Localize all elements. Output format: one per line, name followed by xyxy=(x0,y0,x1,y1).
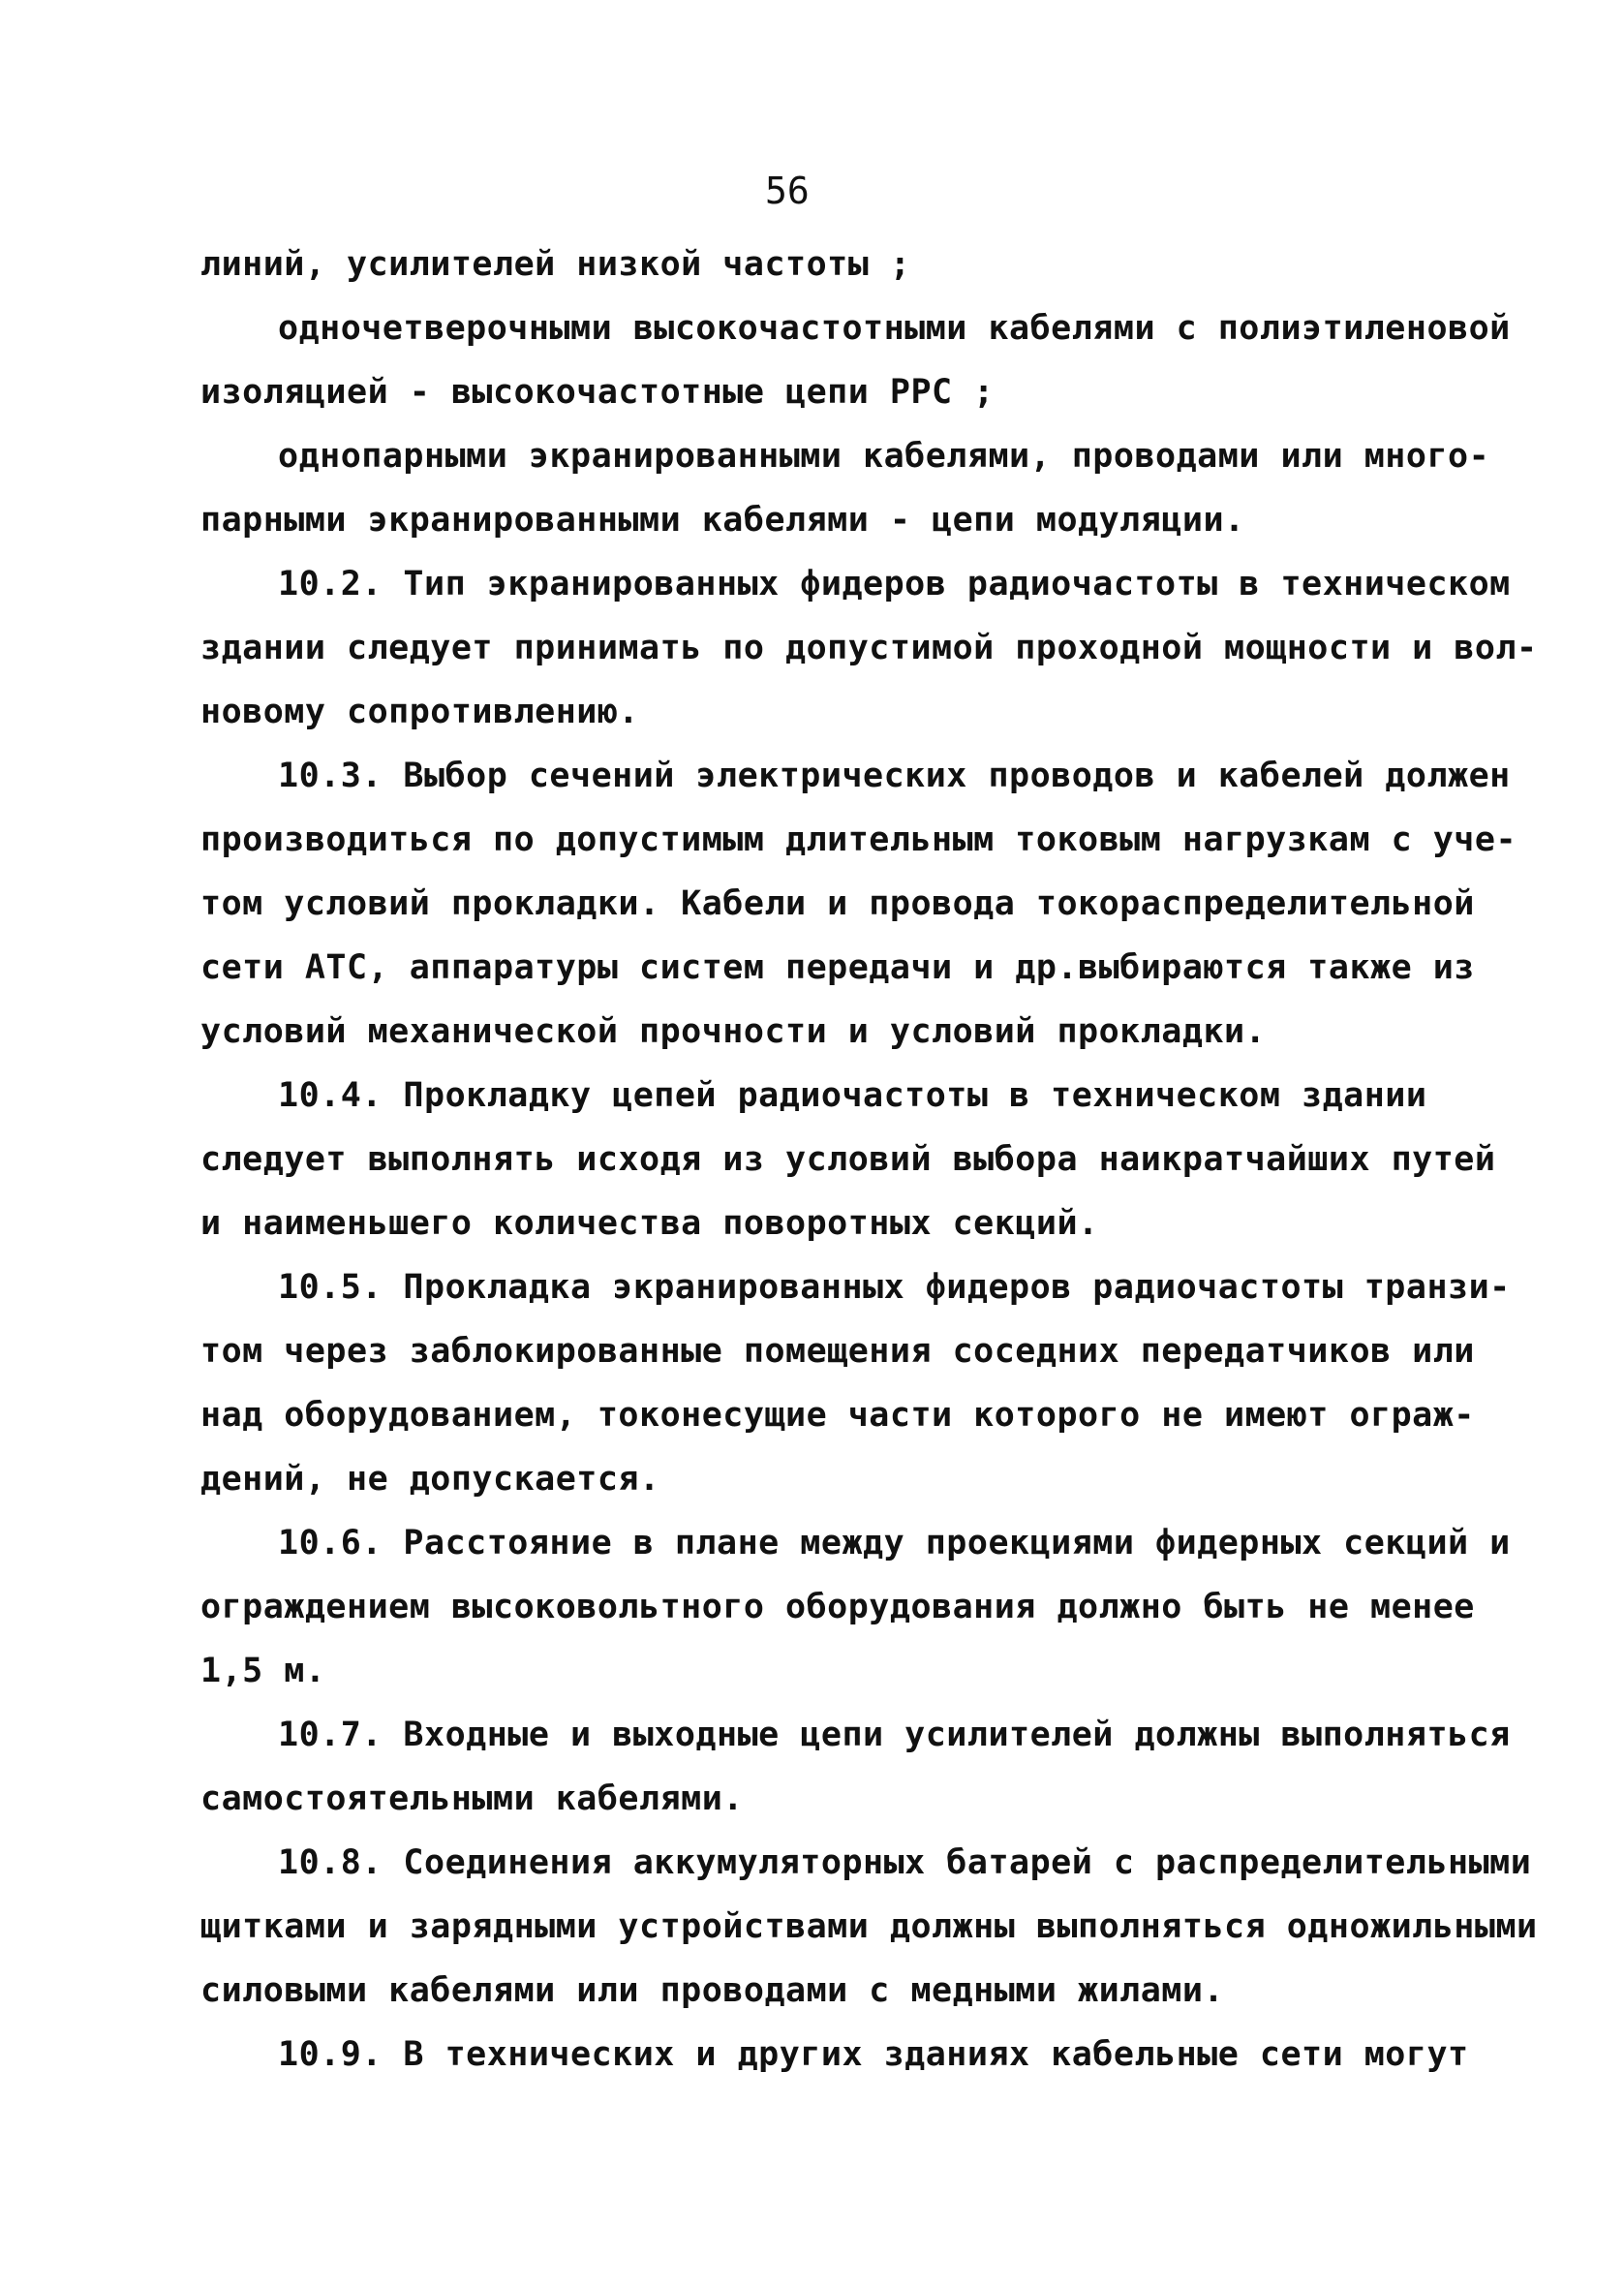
text-line: силовыми кабелями или проводами с медными жилами. xyxy=(200,1971,1225,2010)
text-line: парными экранированными кабелями - цепи модуляции. xyxy=(200,501,1245,540)
text-line: 10.2. Тип экранированных фидеров радиочастоты в техническом xyxy=(278,565,1511,603)
text-line: 10.7. Входные и выходные цепи усилителей должны выполняться xyxy=(278,1716,1511,1754)
text-line: сети АТС, аппаратуры систем передачи и др.выбираются также из xyxy=(200,948,1475,987)
text-line: 10.4. Прокладку цепей радиочастоты в техническом здании xyxy=(278,1076,1427,1115)
text-line: новому сопротивлению. xyxy=(200,693,640,731)
text-line: 10.6. Расстояние в плане между проекциями фидерных секций и xyxy=(278,1524,1511,1562)
text-line: том условий прокладки. Кабели и провода токораспределительной xyxy=(200,884,1475,923)
body-text xyxy=(200,232,1538,2087)
text-line: следует выполнять исходя из условий выбора наикратчайших путей xyxy=(200,1140,1496,1179)
text-line: однопарными экранированными кабелями, проводами или много- xyxy=(278,437,1490,476)
text-line: 1,5 м. xyxy=(200,1652,326,1690)
text-line: производиться по допустимым длительным токовым нагрузкам с уче- xyxy=(200,820,1517,859)
text-line: одночетверочными высокочастотными кабелями с полиэтиленовой xyxy=(278,309,1511,348)
text-line: условий механической прочности и условий прокладки. xyxy=(200,1012,1267,1051)
text-line: том через заблокированные помещения соседних передатчиков или xyxy=(200,1332,1475,1371)
text-line: 10.8. Соединения аккумуляторных батарей с распределительными xyxy=(278,1843,1532,1882)
text-line: щитками и зарядными устройствами должны выполняться одножильными xyxy=(200,1907,1538,1946)
text-line: 10.3. Выбор сечений электрических проводов и кабелей должен xyxy=(278,757,1511,795)
text-line: изоляцией - высокочастотные цепи РРС ; xyxy=(200,373,995,412)
text-line: ограждением высоковольтного оборудования должно быть не менее xyxy=(200,1588,1475,1626)
page-number: 56 xyxy=(765,170,810,212)
text-line: линий, усилителей низкой частоты ; xyxy=(200,245,911,284)
text-line: и наименьшего количества поворотных секций. xyxy=(200,1204,1099,1243)
text-line: 10.5. Прокладка экранированных фидеров радиочастоты транзи- xyxy=(278,1268,1511,1307)
text-line: 10.9. В технических и других зданиях кабельные сети могут xyxy=(278,2035,1469,2074)
text-line: над оборудованием, токонесущие части которого не имеют ограж- xyxy=(200,1396,1475,1435)
text-line: дений, не допускается. xyxy=(200,1460,660,1499)
text-line: здании следует принимать по допустимой проходной мощности и вол- xyxy=(200,629,1538,667)
text-line: самостоятельными кабелями. xyxy=(200,1779,744,1818)
